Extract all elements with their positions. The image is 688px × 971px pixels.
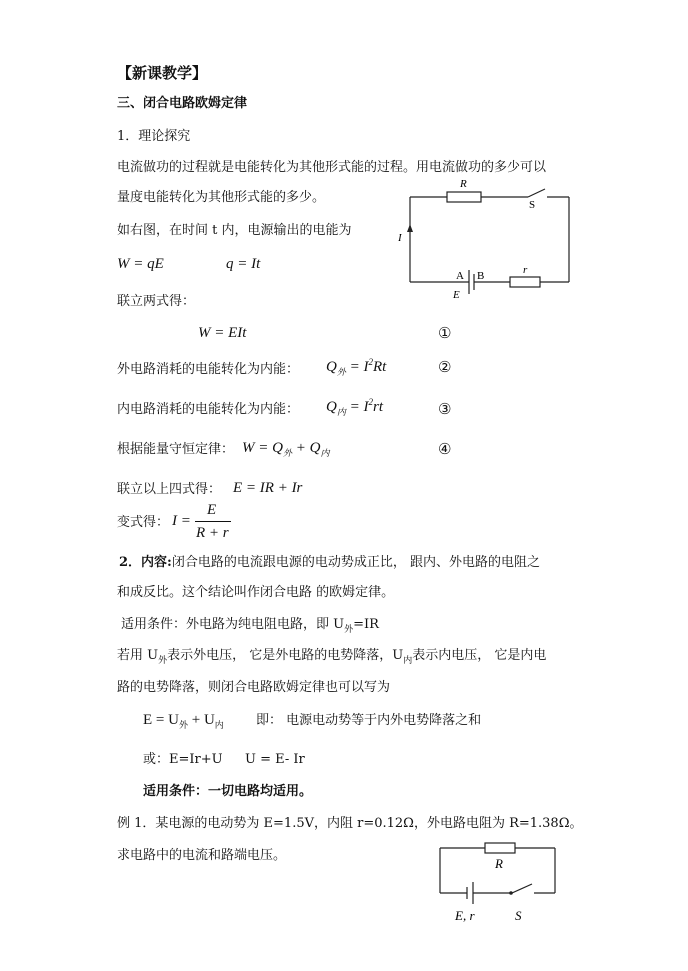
switch-s [512,884,532,893]
fraction-denominator: R + r [196,525,229,541]
label-r-inner: r [523,264,528,276]
paragraph-line: 电流做功的过程就是电能转化为其他形式能的过程。用电流做功的多少可以 [117,160,547,175]
paragraph-line: 路的电势降落，则闭合电路欧姆定律也可以写为 [117,680,391,695]
paragraph-line: 变式得： [117,515,170,530]
paragraph-line: 联立以上四式得： [117,482,222,497]
equation-1: W = EIt [198,325,247,341]
resistor-r [485,843,515,853]
paragraph-line: 根据能量守恒定律： [117,442,235,457]
equation-3: $Q_内 = I^2rt$ [326,397,383,417]
condition-2: 适用条件：一切电路均适用。 [143,784,313,799]
equation-w-qe: W = qE [117,256,164,272]
equation-number: ② [438,358,452,376]
label-s: S [529,199,536,211]
content-line: 2．内容:闭合电路的电流跟电源的电动势成正比， 跟内、外电路的电阻之 [119,555,540,570]
paragraph-line: 外电路消耗的电能转化为内能： [117,362,300,377]
label-r: R [495,856,503,871]
paragraph-line: 量度电能转化为其他形式能的多少。 [117,190,326,205]
equation-number: ① [438,324,452,342]
paragraph-line: 联立两式得： [117,294,196,309]
label-a: A [456,270,464,282]
label-r: R [460,178,467,190]
label-e: E [453,289,460,301]
equation-sum: $E = U_外 + U_内$ [143,712,224,730]
equation-e: E = IR + Ir [233,480,303,496]
equation-note: 即： 电源电动势等于内外电势降落之和 [256,713,482,728]
alternative-form: 或：E=Ir+U [143,752,223,767]
switch-pivot [509,891,513,895]
paragraph-line: 如右图，在时间 t 内，电源输出的电能为 [117,223,352,238]
label-s: S [515,908,522,923]
paragraph-line: 若用 $U_外$表示外电压， 它是外电路的电势降落，$U_内$表示内电压， 它是内电 [117,648,547,666]
heading: 三、闭合电路欧姆定律 [117,96,248,111]
equation-q-it: q = It [226,256,261,272]
sub-heading-1: 1．理论探究 [117,129,191,144]
label-i: I [398,232,402,244]
section-title: 【新课教学】 [117,64,208,82]
paragraph-line: 和成反比。这个结论叫作闭合电路 的欧姆定律。 [117,585,395,600]
alternative-form-2: U = E- Ir [245,752,305,767]
fraction-lhs: I = [172,513,191,529]
condition-1: 适用条件：外电路为纯电阻电路，即 $U_外=IR$ [121,617,379,635]
equation-number: ③ [438,400,452,418]
equation-number: ④ [438,440,452,458]
paragraph-line: 内电路消耗的电能转化为内能： [117,402,300,417]
example-line: 例 1．某电源的电动势为 E=1.5V，内阻 r=0.12Ω，外电路电阻为 R=1.38Ω。 [117,816,583,831]
example-line: 求电路中的电流和路端电压。 [117,848,287,863]
label-b: B [477,270,485,282]
fraction-numerator: E [207,502,217,518]
equation-4: $W = Q_外 + Q_内$ [242,440,330,458]
equation-2: $Q_外 = I^2Rt$ [326,357,387,377]
label-e-r: E, r [455,908,475,923]
